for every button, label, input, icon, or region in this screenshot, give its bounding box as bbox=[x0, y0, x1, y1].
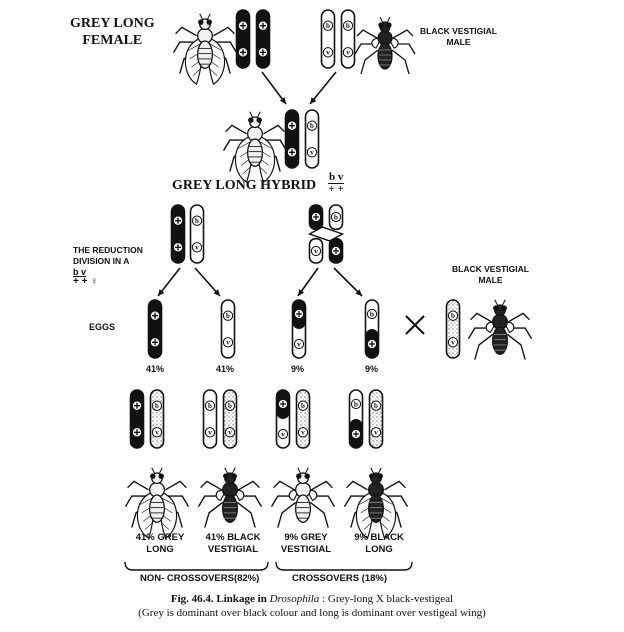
arrow-female-to-hybrid bbox=[262, 72, 286, 104]
offspring-label-2 bbox=[200, 532, 266, 556]
chromosome-body bbox=[322, 10, 335, 68]
fly-leg bbox=[205, 502, 223, 527]
caption-italic: Drosophila bbox=[269, 593, 320, 605]
non-crossovers-bracket bbox=[125, 562, 268, 570]
fly-black-vestigial-male bbox=[355, 17, 415, 74]
fly-leg bbox=[508, 313, 529, 321]
cross-sign bbox=[406, 316, 424, 334]
egg-percent-2: 41% bbox=[216, 364, 235, 374]
fly-offspring-black-long bbox=[345, 468, 408, 538]
test-male-label bbox=[452, 264, 529, 286]
fly-grey-long-hybrid bbox=[224, 112, 287, 182]
chromosome-egg-3 bbox=[293, 300, 306, 358]
offspring-label-1 bbox=[127, 532, 193, 556]
allele-letter: b bbox=[451, 311, 455, 320]
chromosome-body bbox=[370, 390, 383, 448]
chromosome-offspring-3-a bbox=[277, 390, 290, 448]
offspring-1-line1: 41% GREY bbox=[135, 532, 185, 543]
chromosome-parent-female-b bbox=[257, 10, 270, 68]
arrow-to-egg-4 bbox=[334, 268, 362, 296]
chromosome-offspring-2-b bbox=[224, 390, 237, 448]
offspring-4-line1: 9% BLACK bbox=[354, 532, 404, 543]
fly-leg bbox=[237, 502, 255, 527]
chromosome-body bbox=[257, 10, 270, 68]
hybrid-genotype-bottom: + + bbox=[328, 183, 344, 195]
fly-eye bbox=[386, 22, 391, 27]
fly-tester-black-vestigial-male bbox=[469, 300, 532, 360]
fly-antenna bbox=[502, 300, 505, 306]
fly-eye bbox=[248, 117, 253, 122]
fly-antenna bbox=[378, 468, 381, 474]
chromosome-parent-female-a bbox=[237, 10, 250, 68]
fly-eye bbox=[150, 473, 155, 478]
fly-leg bbox=[274, 481, 295, 489]
allele-letter: b bbox=[369, 309, 375, 319]
fly-leg bbox=[176, 27, 197, 35]
non-crossovers-label: NON- CROSSOVERS(82%) bbox=[140, 573, 260, 584]
allele-letter: v bbox=[226, 338, 230, 347]
fly-eye bbox=[304, 473, 309, 478]
fly-antenna bbox=[250, 112, 253, 118]
fly-leg bbox=[201, 481, 222, 489]
fly-antenna bbox=[298, 468, 301, 474]
test-male-line1: BLACK VESTIGIAL bbox=[452, 264, 529, 274]
allele-letter: b bbox=[333, 212, 339, 222]
chromosome-offspring-4-b bbox=[370, 390, 383, 448]
fly-eye bbox=[256, 117, 261, 122]
group-brackets bbox=[125, 562, 412, 570]
chromosome-egg-4 bbox=[366, 300, 379, 358]
fly-leg bbox=[347, 481, 368, 489]
allele-letter: b bbox=[226, 311, 230, 320]
chromosome-crossover-pair bbox=[310, 205, 343, 263]
chromosome-body bbox=[342, 10, 355, 68]
allele-letter: v bbox=[451, 338, 455, 347]
fly-antenna bbox=[232, 468, 235, 474]
chromosome-body bbox=[149, 300, 162, 358]
chromosome-offspring-4-a bbox=[350, 390, 363, 448]
chromosome-tester-male bbox=[447, 300, 460, 358]
fly-eye bbox=[198, 19, 203, 24]
chromosome-body bbox=[151, 390, 164, 448]
allele-letter: v bbox=[281, 429, 285, 439]
allele-letter: b bbox=[228, 401, 232, 410]
hybrid-genotype bbox=[328, 172, 344, 195]
allele-letter: v bbox=[228, 428, 232, 437]
fly-leg bbox=[226, 125, 247, 133]
fly-antenna bbox=[159, 468, 162, 474]
fly-leg bbox=[310, 502, 328, 527]
parent-male-label bbox=[420, 26, 497, 48]
offspring-2-line1: 41% BLACK bbox=[205, 532, 261, 543]
chromosome-body bbox=[191, 205, 204, 263]
offspring-1-line2: LONG bbox=[146, 544, 174, 555]
fly-offspring-grey-long bbox=[126, 468, 189, 538]
chromosome-offspring-1-a bbox=[131, 390, 144, 448]
fly-leg bbox=[128, 481, 149, 489]
fly-antenna bbox=[305, 468, 308, 474]
crossovers-label: CROSSOVERS (18%) bbox=[292, 573, 388, 584]
crossovers-bracket bbox=[276, 562, 412, 570]
egg-percent-3: 9% bbox=[291, 364, 305, 374]
allele-letter: b bbox=[195, 216, 199, 225]
parent-female-line2: FEMALE bbox=[82, 33, 143, 48]
fly-eye bbox=[377, 473, 382, 478]
fly-leg bbox=[475, 334, 493, 359]
fly-antenna bbox=[495, 300, 498, 306]
offspring-3-line1: 9% GREY bbox=[284, 532, 328, 543]
egg-percent-1: 41% bbox=[146, 364, 165, 374]
arrow-head bbox=[298, 289, 304, 296]
offspring-label-4 bbox=[346, 532, 412, 556]
fly-leg bbox=[165, 481, 186, 489]
offspring-4-line2: LONG bbox=[365, 544, 393, 555]
chromosome-body bbox=[286, 110, 299, 168]
allele-letter: b bbox=[353, 399, 359, 409]
fly-leg bbox=[213, 27, 234, 35]
allele-letter: b bbox=[155, 401, 159, 410]
allele-letter: v bbox=[195, 243, 199, 252]
eggs-label: EGGS bbox=[89, 322, 116, 332]
arrow-to-egg-2 bbox=[195, 268, 220, 296]
reduction-sym-top: b v bbox=[73, 267, 87, 277]
chromosome-body bbox=[222, 300, 235, 358]
allele-letter: v bbox=[155, 428, 159, 437]
allele-letter: v bbox=[346, 48, 350, 57]
chromosome-offspring-1-b bbox=[151, 390, 164, 448]
fly-leg bbox=[278, 502, 296, 527]
fly-leg bbox=[311, 481, 332, 489]
chromosome-reduction-b bbox=[191, 205, 204, 263]
chromosome-hybrid-b bbox=[306, 110, 319, 168]
parent-male-line1: BLACK VESTIGIAL bbox=[420, 26, 497, 36]
reduction-sym: + + ♀ bbox=[73, 276, 98, 287]
chromosomes bbox=[131, 10, 460, 448]
fly-eye bbox=[231, 473, 236, 478]
allele-letter: v bbox=[326, 48, 330, 57]
allele-letter: v bbox=[301, 428, 305, 437]
allele-letter: b bbox=[346, 21, 350, 30]
fly-eye bbox=[369, 473, 374, 478]
parent-male-line2: MALE bbox=[446, 37, 471, 47]
fly-offspring-grey-vestigial bbox=[272, 468, 335, 528]
chromosome-body bbox=[237, 10, 250, 68]
fly-eye bbox=[501, 305, 506, 310]
fly-leg bbox=[471, 313, 492, 321]
reduction-label bbox=[73, 245, 143, 287]
chromosome-reduction-a bbox=[172, 205, 185, 263]
chromosome-body bbox=[224, 390, 237, 448]
fly-eye bbox=[296, 473, 301, 478]
fly-offspring-black-vestigial bbox=[199, 468, 262, 528]
allele-letter: v bbox=[374, 428, 378, 437]
chromosome-body bbox=[447, 300, 460, 358]
chromosome-body bbox=[306, 110, 319, 168]
fly-antenna bbox=[257, 112, 260, 118]
reduction-line1: THE REDUCTION bbox=[73, 245, 143, 255]
arrow-male-to-hybrid bbox=[310, 72, 336, 104]
offspring-3-line2: VESTIGIAL bbox=[280, 544, 332, 555]
offspring-2-line2: VESTIGIAL bbox=[207, 544, 259, 555]
hybrid-label: GREY LONG HYBRID bbox=[172, 178, 317, 193]
chromosome-egg-1 bbox=[149, 300, 162, 358]
allele-letter: b bbox=[208, 401, 212, 410]
fly-leg bbox=[357, 30, 377, 38]
fly-antenna bbox=[152, 468, 155, 474]
allele-letter: v bbox=[314, 246, 318, 256]
parent-female-line1: GREY LONG bbox=[70, 16, 155, 31]
fly-eye bbox=[158, 473, 163, 478]
fly-eye bbox=[223, 473, 228, 478]
hybrid-genotype-top: b v bbox=[329, 171, 344, 183]
fly-leg bbox=[507, 334, 525, 359]
fly-leg bbox=[384, 481, 405, 489]
figure-caption bbox=[0, 593, 624, 605]
allele-letter: b bbox=[326, 21, 330, 30]
chromosome-offspring-2-a bbox=[204, 390, 217, 448]
fly-leg bbox=[392, 50, 409, 74]
arrow-to-egg-1 bbox=[158, 268, 180, 296]
arrow-to-egg-3 bbox=[298, 268, 318, 296]
fly-eye bbox=[206, 19, 211, 24]
fly-antenna bbox=[387, 17, 390, 23]
caption-fig: Fig. 46.4. Linkage in bbox=[170, 593, 267, 605]
fly-leg bbox=[238, 481, 259, 489]
test-male-line2: MALE bbox=[478, 275, 503, 285]
chromosome-egg-2 bbox=[222, 300, 235, 358]
chromosome-parent-male-a bbox=[322, 10, 335, 68]
fly-eye bbox=[493, 305, 498, 310]
allele-letter: b bbox=[310, 121, 314, 130]
fly-leg bbox=[263, 125, 284, 133]
allele-letter: v bbox=[297, 339, 301, 349]
chromosome-body bbox=[131, 390, 144, 448]
caption-rest: : Grey-long X black-vestigeal bbox=[322, 593, 454, 605]
chromosome-parent-male-b bbox=[342, 10, 355, 68]
fly-antenna bbox=[207, 14, 210, 20]
reduction-line2: DIVISION IN A bbox=[73, 256, 130, 266]
fly-eye bbox=[378, 22, 383, 27]
fly-antenna bbox=[225, 468, 228, 474]
figure-caption-line2: (Grey is dominant over black colour and long is dominant over vestigeal wing) bbox=[138, 607, 486, 619]
fly-grey-long-female bbox=[174, 14, 237, 84]
allele-letter: v bbox=[310, 148, 314, 157]
chromosome-body bbox=[204, 390, 217, 448]
offspring-label-3 bbox=[273, 532, 339, 556]
chromosome-offspring-3-b bbox=[297, 390, 310, 448]
allele-letter: b bbox=[301, 401, 305, 410]
fly-antenna bbox=[371, 468, 374, 474]
allele-letter: b bbox=[374, 401, 378, 410]
fly-leg bbox=[361, 50, 378, 74]
fly-leg bbox=[393, 30, 413, 38]
allele-letter: v bbox=[208, 428, 212, 437]
egg-percent-4: 9% bbox=[365, 364, 379, 374]
fly-antenna bbox=[380, 17, 383, 23]
chromosome-hybrid-a bbox=[286, 110, 299, 168]
chromosome-body bbox=[297, 390, 310, 448]
fly-antenna bbox=[200, 14, 203, 20]
chromosome-body bbox=[172, 205, 185, 263]
parent-female-label bbox=[70, 15, 155, 49]
